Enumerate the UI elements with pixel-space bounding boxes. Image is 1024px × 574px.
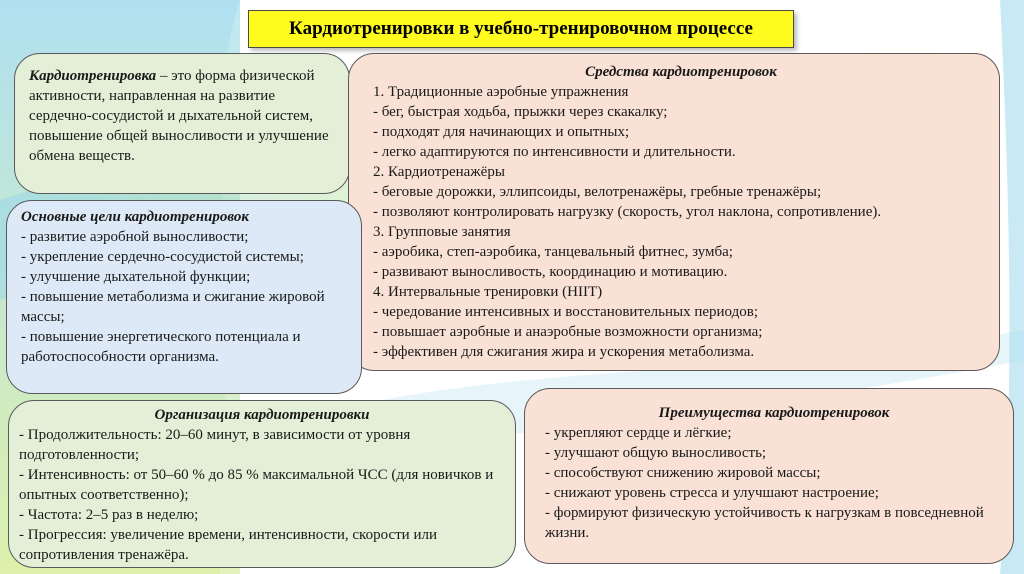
definition-text: – это форма физической активности, направленная на развитие сердечно-сосудистой и дыхательной систем, повышение общей выносливости и улучшение обмена веществ. — [29, 68, 329, 164]
means-line: 4. Интервальные тренировки (HIIT) — [373, 284, 603, 300]
advantage-item: - укрепляют сердце и лёгкие; — [545, 425, 732, 441]
goals-heading: Основные цели кардиотренировок — [21, 209, 249, 225]
organization-item: - Прогрессия: увеличение времени, интенсивности, скорости или сопротивления тренажёра. — [19, 527, 437, 563]
advantage-item: - улучшают общую выносливость; — [545, 445, 767, 461]
means-line: - аэробика, степ-аэробика, танцевальный фитнес, зумба; — [373, 244, 733, 260]
means-line: 3. Групповые занятия — [373, 224, 511, 240]
means-line: 1. Традиционные аэробные упражнения — [373, 84, 629, 100]
means-line: - повышает аэробные и анаэробные возможности организма; — [373, 324, 763, 340]
organization-heading: Организация кардиотренировки — [154, 407, 370, 423]
means-line: - легко адаптируются по интенсивности и длительности. — [373, 144, 736, 160]
means-line: 2. Кардиотренажёры — [373, 164, 505, 180]
goal-item: - укрепление сердечно-сосудистой системы; — [21, 249, 304, 265]
page-title: Кардиотренировки в учебно-тренировочном процессе — [248, 10, 794, 48]
means-line: - позволяют контролировать нагрузку (скорость, угол наклона, сопротивление). — [373, 204, 882, 220]
advantage-item: - способствуют снижению жировой массы; — [545, 465, 821, 481]
means-box — [348, 53, 1000, 371]
definition-box — [14, 53, 350, 194]
means-line: - бег, быстрая ходьба, прыжки через скакалку; — [373, 104, 668, 120]
advantages-box — [524, 388, 1014, 564]
means-line: - чередование интенсивных и восстановительных периодов; — [373, 304, 758, 320]
organization-item: - Продолжительность: 20–60 минут, в зависимости от уровня подготовленности; — [19, 427, 411, 463]
goal-item: - повышение метаболизма и сжигание жировой массы; — [21, 289, 325, 325]
advantage-item: - формируют физическую устойчивость к нагрузкам в повседневной жизни. — [545, 505, 984, 541]
goals-box — [6, 200, 362, 394]
advantages-heading: Преимущества кардиотренировок — [658, 405, 890, 421]
organization-item: - Частота: 2–5 раз в неделю; — [19, 507, 199, 523]
definition-term: Кардиотренировка — [29, 68, 157, 84]
means-line: - беговые дорожки, эллипсоиды, велотренажёры, гребные тренажёры; — [373, 184, 822, 200]
organization-box — [8, 400, 516, 568]
organization-item: - Интенсивность: от 50–60 % до 85 % максимальной ЧСС (для новичков и опытных соответственно); — [19, 467, 494, 503]
means-line: - развивают выносливость, координацию и мотивацию. — [373, 264, 728, 280]
means-line: - эффективен для сжигания жира и ускорения метаболизма. — [373, 344, 755, 360]
goal-item: - улучшение дыхательной функции; — [21, 269, 251, 285]
goal-item: - развитие аэробной выносливости; — [21, 229, 249, 245]
means-heading: Средства кардиотренировок — [585, 64, 777, 80]
goal-item: - повышение энергетического потенциала и работоспособности организма. — [21, 329, 301, 365]
means-line: - подходят для начинающих и опытных; — [373, 124, 630, 140]
advantage-item: - снижают уровень стресса и улучшают настроение; — [545, 485, 879, 501]
